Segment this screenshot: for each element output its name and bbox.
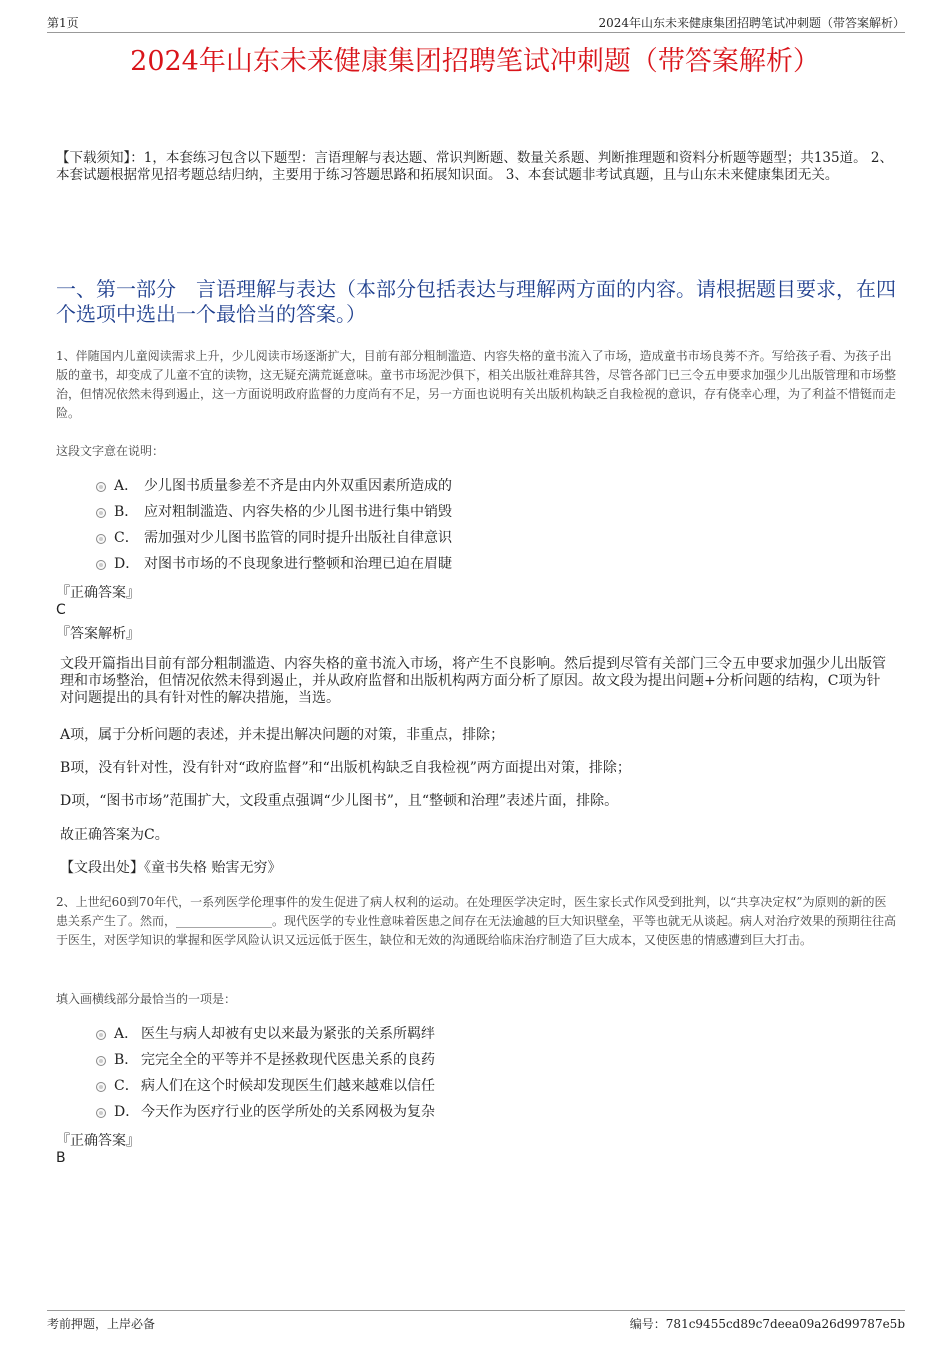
question-1-options <box>96 473 796 577</box>
question-2-options <box>96 1021 796 1125</box>
option-b[interactable]: B． 应对粗制滥造、内容失格的少儿图书进行集中销毁 <box>96 499 796 525</box>
radio-icon[interactable] <box>96 1056 106 1066</box>
footer-slogan: 考前押题，上岸必备 <box>47 1317 156 1331</box>
section-heading <box>56 277 898 327</box>
document-code: 编号：781c9455cd89c7deea09a26d99787e5b <box>629 1317 905 1331</box>
analysis-paragraph: B项，没有针对性，没有针对“政府监督”和“出版机构缺乏自我检视”两方面提出对策，排除； <box>60 760 631 776</box>
radio-icon[interactable] <box>96 1082 106 1092</box>
analysis-conclusion: 故正确答案为C。 <box>60 827 169 843</box>
option-a[interactable]: A． 医生与病人却被有史以来最为紧张的关系所羁绊 <box>96 1021 796 1047</box>
option-c[interactable]: C． 病人们在这个时候却发现医生们越来越难以信任 <box>96 1073 796 1099</box>
option-b[interactable]: B． 完完全全的平等并不是拯救现代医患关系的良药 <box>96 1047 796 1073</box>
section-desc: 言语理解与表达（本部分包括表达与理解两方面的内容。请根据题目要求，在四个选项中选出一个最恰当的答案。） <box>56 277 896 326</box>
answer-label: 『正确答案』 <box>56 1133 140 1149</box>
analysis-paragraph: A项，属于分析问题的表述，并未提出解决问题的对策，非重点，排除； <box>60 727 505 743</box>
option-d[interactable]: D． 今天作为医疗行业的医学所处的关系网极为复杂 <box>96 1099 796 1125</box>
question-2-prompt: 填入画横线部分最恰当的一项是： <box>56 992 237 1006</box>
question-2-text: 2、上世纪60到70年代，一系列医学伦理事件的发生促进了病人权利的运动。在处理医学决定时，医生家长式作风受到批判，以“共享决定权”为原则的新的医患关系产生了。然而，________________。现代医学的专业性意味着医患之间存在无法逾越的巨大知识壁垒，平等也就无从谈起。病人对治疗效果的预期往往高于医生，对医学知识的掌握和医学风险认识又远远低于医生，缺位和无效的沟通既给临床治疗制造了巨大成本，又使医患的情感遭到巨大打击。 <box>56 895 897 947</box>
page-footer <box>47 1310 905 1331</box>
section-part: 一、第一部分 <box>56 277 176 301</box>
header-doc-title: 2024年山东未来健康集团招聘笔试冲刺题（带答案解析） <box>598 16 905 30</box>
correct-answer: C <box>56 602 66 618</box>
question-1-text: 1、伴随国内儿童阅读需求上升，少儿阅读市场逐渐扩大，目前有部分粗制滥造、内容失格的童书流入了市场，造成童书市场良莠不齐。写给孩子看、为孩子出版的童书，却变成了儿童不宜的读物，这无疑充满荒诞意味。童书市场泥沙俱下，相关出版社难辞其咎，尽管各部门已三令五申要求加强少儿出版管理和市场整治，但情况依然未得到遏止，这一方面说明政府监督的力度尚有不足，另一方面也说明有关出版机构缺乏自我检视的意识，存有侥幸心理，为了利益不惜铤而走险。 <box>56 349 897 420</box>
option-d[interactable]: D． 对图书市场的不良现象进行整顿和治理已迫在眉睫 <box>96 551 796 577</box>
radio-icon[interactable] <box>96 482 106 492</box>
download-notice: 【下载须知】：1，本套练习包含以下题型：言语理解与表达题、常识判断题、数量关系题、判断推理题和资料分析题等题型；共135道。 2、本套试题根据常见招考题总结归纳，主要用于练习答题思路和拓展知识面。 3、本套试题非考试真题，且与山东未来健康集团无关。 <box>56 150 893 183</box>
page-title: 2024年山东未来健康集团招聘笔试冲刺题（带答案解析） <box>130 46 820 77</box>
option-c[interactable]: C． 需加强对少儿图书监管的同时提升出版社自律意识 <box>96 525 796 551</box>
analysis-paragraph: D项，“图书市场”范围扩大，文段重点强调“少儿图书”，且“整顿和治理”表述片面，排除。 <box>60 793 619 809</box>
analysis-source: 【文段出处】《童书失格 贻害无穷》 <box>60 860 282 876</box>
radio-icon[interactable] <box>96 1108 106 1118</box>
radio-icon[interactable] <box>96 508 106 518</box>
radio-icon[interactable] <box>96 534 106 544</box>
correct-answer: B <box>56 1150 66 1166</box>
question-1-prompt: 这段文字意在说明： <box>56 444 165 458</box>
analysis-paragraph: 文段开篇指出目前有部分粗制滥造、内容失格的童书流入市场，将产生不良影响。然后提到尽管有关部门三令五申要求加强少儿出版管理和市场整治，但情况依然未得到遏止，并从政府监督和出版机构两方面分析了原因。故文段为提出问题+分析问题的结构，C项为针对问题提出的具有针对性的解决措施，当选。 <box>60 656 886 706</box>
analysis-label: 『答案解析』 <box>56 626 140 642</box>
radio-icon[interactable] <box>96 1030 106 1040</box>
page-number: 第1页 <box>47 16 79 30</box>
page-header <box>47 14 905 33</box>
answer-label: 『正确答案』 <box>56 585 140 601</box>
radio-icon[interactable] <box>96 560 106 570</box>
option-a[interactable]: A． 少儿图书质量参差不齐是由内外双重因素所造成的 <box>96 473 796 499</box>
